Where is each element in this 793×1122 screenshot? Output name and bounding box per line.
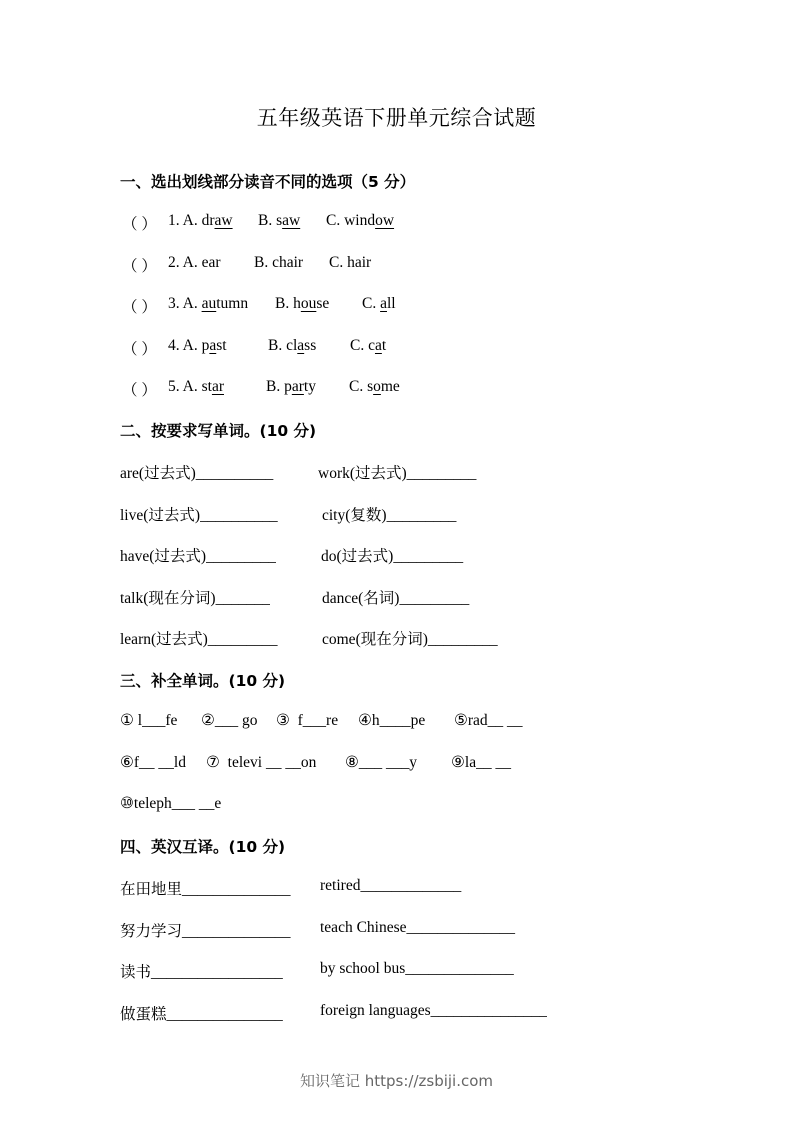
option-b-underlined: ou bbox=[300, 295, 317, 312]
fill-word: ②___ go bbox=[201, 712, 258, 729]
option-b bbox=[254, 254, 303, 272]
option-b-text: B. p bbox=[266, 378, 292, 395]
fill-word: ⑤rad__ __ bbox=[454, 712, 523, 729]
option-c bbox=[349, 378, 400, 396]
answer-paren: （ ） bbox=[122, 299, 157, 316]
word-prompt: come(现在分词)_________ bbox=[322, 631, 498, 648]
option-a-text: 2. A. ear bbox=[168, 254, 221, 271]
option-a-underlined: au bbox=[201, 295, 217, 312]
option-a bbox=[168, 254, 221, 272]
option-c-text: C. hair bbox=[329, 254, 372, 271]
answer-paren: （ ） bbox=[122, 341, 157, 358]
fill-word: ⑨la__ __ bbox=[451, 754, 511, 771]
answer-paren: （ ） bbox=[122, 382, 157, 399]
option-c bbox=[350, 337, 386, 355]
option-a-text: 4. A. p bbox=[168, 337, 210, 354]
option-a-underlined: aw bbox=[214, 212, 233, 229]
option-a-text: 3. A. bbox=[168, 295, 202, 312]
option-c-underlined: a bbox=[374, 337, 382, 354]
option-a bbox=[168, 295, 248, 313]
fill-word: ④h____pe bbox=[358, 712, 426, 729]
page-title: 五年级英语下册单元综合试题 bbox=[256, 106, 537, 130]
translate-prompt: by school bus______________ bbox=[320, 960, 514, 977]
option-a-rest: st bbox=[216, 337, 227, 354]
translate-prompt: 读书_________________ bbox=[120, 964, 283, 981]
option-b-rest: ss bbox=[304, 337, 317, 354]
option-c-text: C. bbox=[362, 295, 381, 312]
word-prompt: do(过去式)_________ bbox=[321, 548, 464, 565]
option-a-text: 5. A. st bbox=[168, 378, 212, 395]
option-c-text: C. s bbox=[349, 378, 374, 395]
fill-word: ⑥f__ __ld bbox=[120, 754, 186, 771]
option-b-underlined: a bbox=[297, 337, 305, 354]
option-b bbox=[266, 378, 316, 396]
fill-word: ⑦ televi __ __on bbox=[206, 754, 317, 771]
fill-word: ⑧___ ___y bbox=[345, 754, 418, 771]
option-b bbox=[258, 212, 300, 230]
option-c-underlined: ow bbox=[375, 212, 395, 229]
translate-prompt: teach Chinese______________ bbox=[320, 919, 516, 936]
translate-prompt: foreign languages_______________ bbox=[320, 1002, 547, 1019]
section4-heading: 四、英汉互译。(10 分) bbox=[120, 838, 286, 856]
option-b-text: B. s bbox=[258, 212, 283, 229]
option-b bbox=[268, 337, 316, 355]
option-b-text: B. chair bbox=[254, 254, 304, 271]
fill-word: ① l___fe bbox=[120, 712, 178, 729]
option-a-text: 1. A. dr bbox=[168, 212, 215, 229]
fill-word: ③ f___re bbox=[276, 712, 339, 729]
word-prompt: live(过去式)__________ bbox=[120, 507, 278, 524]
word-prompt: learn(过去式)_________ bbox=[120, 631, 278, 648]
word-prompt: city(复数)_________ bbox=[322, 507, 457, 524]
translate-prompt: retired_____________ bbox=[320, 877, 462, 894]
footer-watermark: 知识笔记 https://zsbiji.com bbox=[299, 1072, 494, 1090]
option-b-text: B. h bbox=[275, 295, 301, 312]
option-c-text: C. wind bbox=[326, 212, 376, 229]
option-a-rest: tumn bbox=[216, 295, 249, 312]
word-prompt: work(过去式)_________ bbox=[318, 465, 477, 482]
fill-word: ⑩teleph___ __e bbox=[120, 795, 222, 812]
section1-heading: 一、选出划线部分读音不同的选项（5 分） bbox=[120, 173, 416, 191]
option-c-text: C. c bbox=[350, 337, 375, 354]
option-b-rest: ty bbox=[303, 378, 316, 395]
option-b-rest: se bbox=[316, 295, 330, 312]
option-c bbox=[329, 254, 371, 272]
option-a bbox=[168, 337, 227, 355]
option-c-underlined: a bbox=[380, 295, 387, 312]
answer-paren: （ ） bbox=[122, 258, 157, 275]
option-a bbox=[168, 212, 233, 230]
word-prompt: talk(现在分词)_______ bbox=[120, 590, 270, 607]
option-b-text: B. cl bbox=[268, 337, 298, 354]
option-c-rest: ll bbox=[386, 295, 396, 312]
option-b-underlined: ar bbox=[291, 378, 304, 395]
option-a-underlined: ar bbox=[211, 378, 224, 395]
option-c-underlined: o bbox=[373, 378, 381, 395]
answer-paren: （ ） bbox=[122, 216, 157, 233]
section2-heading: 二、按要求写单词。(10 分) bbox=[120, 422, 317, 440]
option-c-rest: t bbox=[381, 337, 387, 354]
translate-prompt: 努力学习______________ bbox=[120, 923, 291, 940]
option-b-underlined: aw bbox=[282, 212, 301, 229]
option-b bbox=[275, 295, 329, 313]
option-a bbox=[168, 378, 224, 396]
word-prompt: dance(名词)_________ bbox=[322, 590, 470, 607]
option-a-underlined: a bbox=[209, 337, 217, 354]
option-c bbox=[362, 295, 396, 313]
option-c-rest: me bbox=[380, 378, 400, 395]
section3-heading: 三、补全单词。(10 分) bbox=[120, 672, 286, 690]
word-prompt: are(过去式)__________ bbox=[120, 465, 274, 482]
translate-prompt: 在田地里______________ bbox=[120, 881, 291, 898]
word-prompt: have(过去式)_________ bbox=[120, 548, 276, 565]
translate-prompt: 做蛋糕_______________ bbox=[120, 1006, 283, 1023]
option-c bbox=[326, 212, 394, 230]
